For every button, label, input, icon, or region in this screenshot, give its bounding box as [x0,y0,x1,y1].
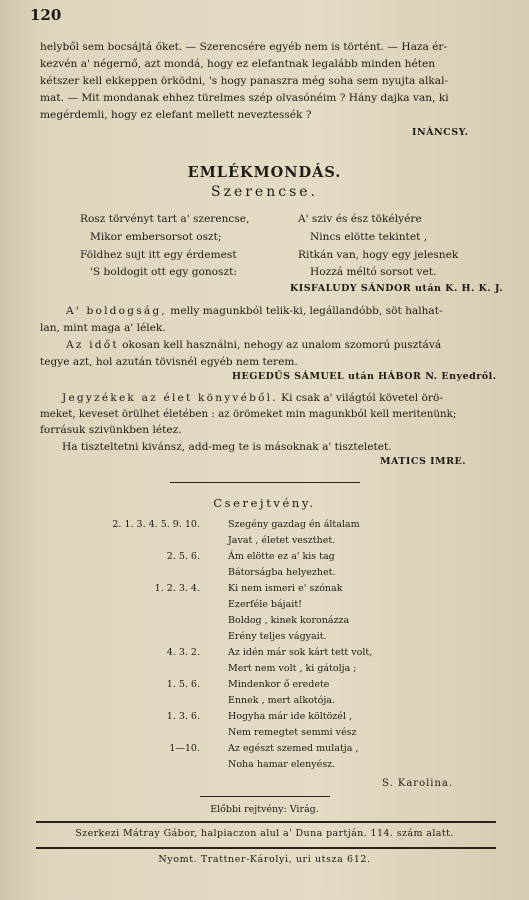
puzzle-line-2b: Bátorságba helyezhet. [228,567,336,578]
puzzle-line-2a: Ám elötte ez a' kis tag [228,551,335,562]
prose1-text: melly magunkból telik-ki, legállandóbb, söt halhat- [166,305,443,317]
verse-right-1: A' sziv és ész tökélyére [298,213,422,225]
verse-right-4: Hozzá méltó sorsot vet. [310,266,437,278]
puzzle-line-7a: Hogyha már ide költözél , [228,711,353,722]
puzzle-line-1b: Javat , életet veszthet. [228,535,336,546]
puzzle-line-1a: Szegény gazdag én általam [228,519,360,530]
prose3-signature: MATICS IMRE. [380,456,467,467]
section-subtitle: Szerencse. [210,184,318,200]
puzzle-line-6a: Mindenkor ő eredete [228,679,330,690]
prose3-line-4: Ha tiszteltetni kivánsz, add-meg te is másoknak a' tiszteletet. [62,441,392,453]
prose3-line-1 [62,390,443,407]
puzzle-signature: S. Karolina. [382,778,454,789]
puzzle-title: Cserejtvény. [213,496,316,510]
puzzle-number-5: 4. 3. 2. [166,647,200,658]
intro-line-4: mat. — Mit mondanak ehhez türelmes szép olvasónéim ? Hány dajka van, ki [40,92,449,104]
prose2-signature: HEGEDŰS SÁMUEL után HÁBOR N. Enyedről. [232,371,497,382]
puzzle-line-6b: Ennek , mert alkotója. [228,695,335,706]
prose3-emphasis: Jegyzékek az élet könyvéből. [62,392,278,404]
footer-rule-bottom [36,847,496,849]
section-divider [170,482,360,483]
prose1-emphasis: A' boldogság, [66,305,167,317]
puzzle-line-8b: Noha hamar elenyész. [228,759,336,770]
previous-answer: Előbbi rejtvény: Virág. [210,804,319,815]
puzzle-line-8a: Az egészt szemed mulatja , [228,743,359,754]
puzzle-number-2: 2. 5. 6. [166,551,200,562]
puzzle-line-5a: Az idén már sok kárt tett volt, [228,647,373,658]
prose2-line-1 [66,337,441,354]
puzzle-line-5b: Mert nem volt , ki gátolja ; [228,663,357,674]
prose1-line-2: lan, mint maga a' lélek. [40,322,166,334]
intro-line-5: megérdemli, hogy ez elefant mellett neveztessék ? [40,109,312,121]
prose3-line-3: forrásuk szivünkben létez. [40,424,182,436]
footer-rule-top [36,821,496,823]
puzzle-line-3a: Ki nem ismeri e' szónak [228,583,343,594]
footer-editor: Szerkezi Mátray Gábor, halpiaczon alul a' Duna partján. 114. szám alatt. [75,828,454,839]
intro-line-1: helyből sem bocsájtá őket. — Szerencsére egyéb nem is történt. — Haza ér- [40,41,448,53]
puzzle-number-8: 1—10. [169,743,200,754]
verse-right-2: Nincs elötte tekintet , [310,231,428,243]
puzzle-line-4b: Erény teljes vágyait. [228,631,327,642]
puzzle-line-3b: Ezerféle bájait! [228,599,302,610]
intro-line-2: kezvén a' négernő, azt mondá, hogy ez elefantnak legalább minden héten [40,58,436,70]
prose2-emphasis: Az időt [66,339,119,351]
page-number: 120 [30,6,62,24]
puzzle-number-6: 1. 5. 6. [166,679,200,690]
verse-left-1: Rosz törvényt tart a' szerencse, [80,213,250,225]
footer-printer: Nyomt. Trattner-Károlyi, uri utsza 612. [158,854,371,865]
prose2-text: okosan kell használni, nehogy az unalom szomorú pusztává [118,339,442,351]
puzzle-number-7: 1. 3. 6. [166,711,200,722]
verse-left-3: Földhez sujt itt egy érdemest [80,249,237,261]
section-title: EMLÉKMONDÁS. [187,164,342,181]
prose2-line-2: tegye azt, hol azután tövisnél egyéb nem terem. [40,356,298,368]
prose3-text: Ki csak a' világtól követel örö- [277,392,443,404]
puzzle-line-4a: Boldog , kinek koronázza [228,615,350,626]
intro-line-3: kétszer kell ekkeppen örködni, 's hogy panaszra még soha sem nyujta alkal- [40,75,449,87]
puzzle-number-3: 1. 2. 3. 4. [154,583,200,594]
prose3-line-2: meket, keveset örülhet életében : az örömeket min magunkból kell meritenünk; [40,408,457,420]
verse-signature: KISFALUDY SÁNDOR után K. H. K. J. [290,283,504,294]
puzzle-number-1: 2. 1. 3. 4. 5. 9. 10. [112,519,200,530]
verse-right-3: Ritkán van, hogy egy jelesnek [298,249,459,261]
prose1-line-1 [66,303,443,320]
verse-left-2: Mikor embersorsot oszt; [90,231,222,243]
puzzle-line-7b: Nem remegtet semmi vész [228,727,357,738]
intro-signature: INÁNCSY. [412,127,469,138]
verse-left-4: 'S boldogit ott egy gonoszt: [90,266,237,278]
answer-divider-top [200,796,330,797]
